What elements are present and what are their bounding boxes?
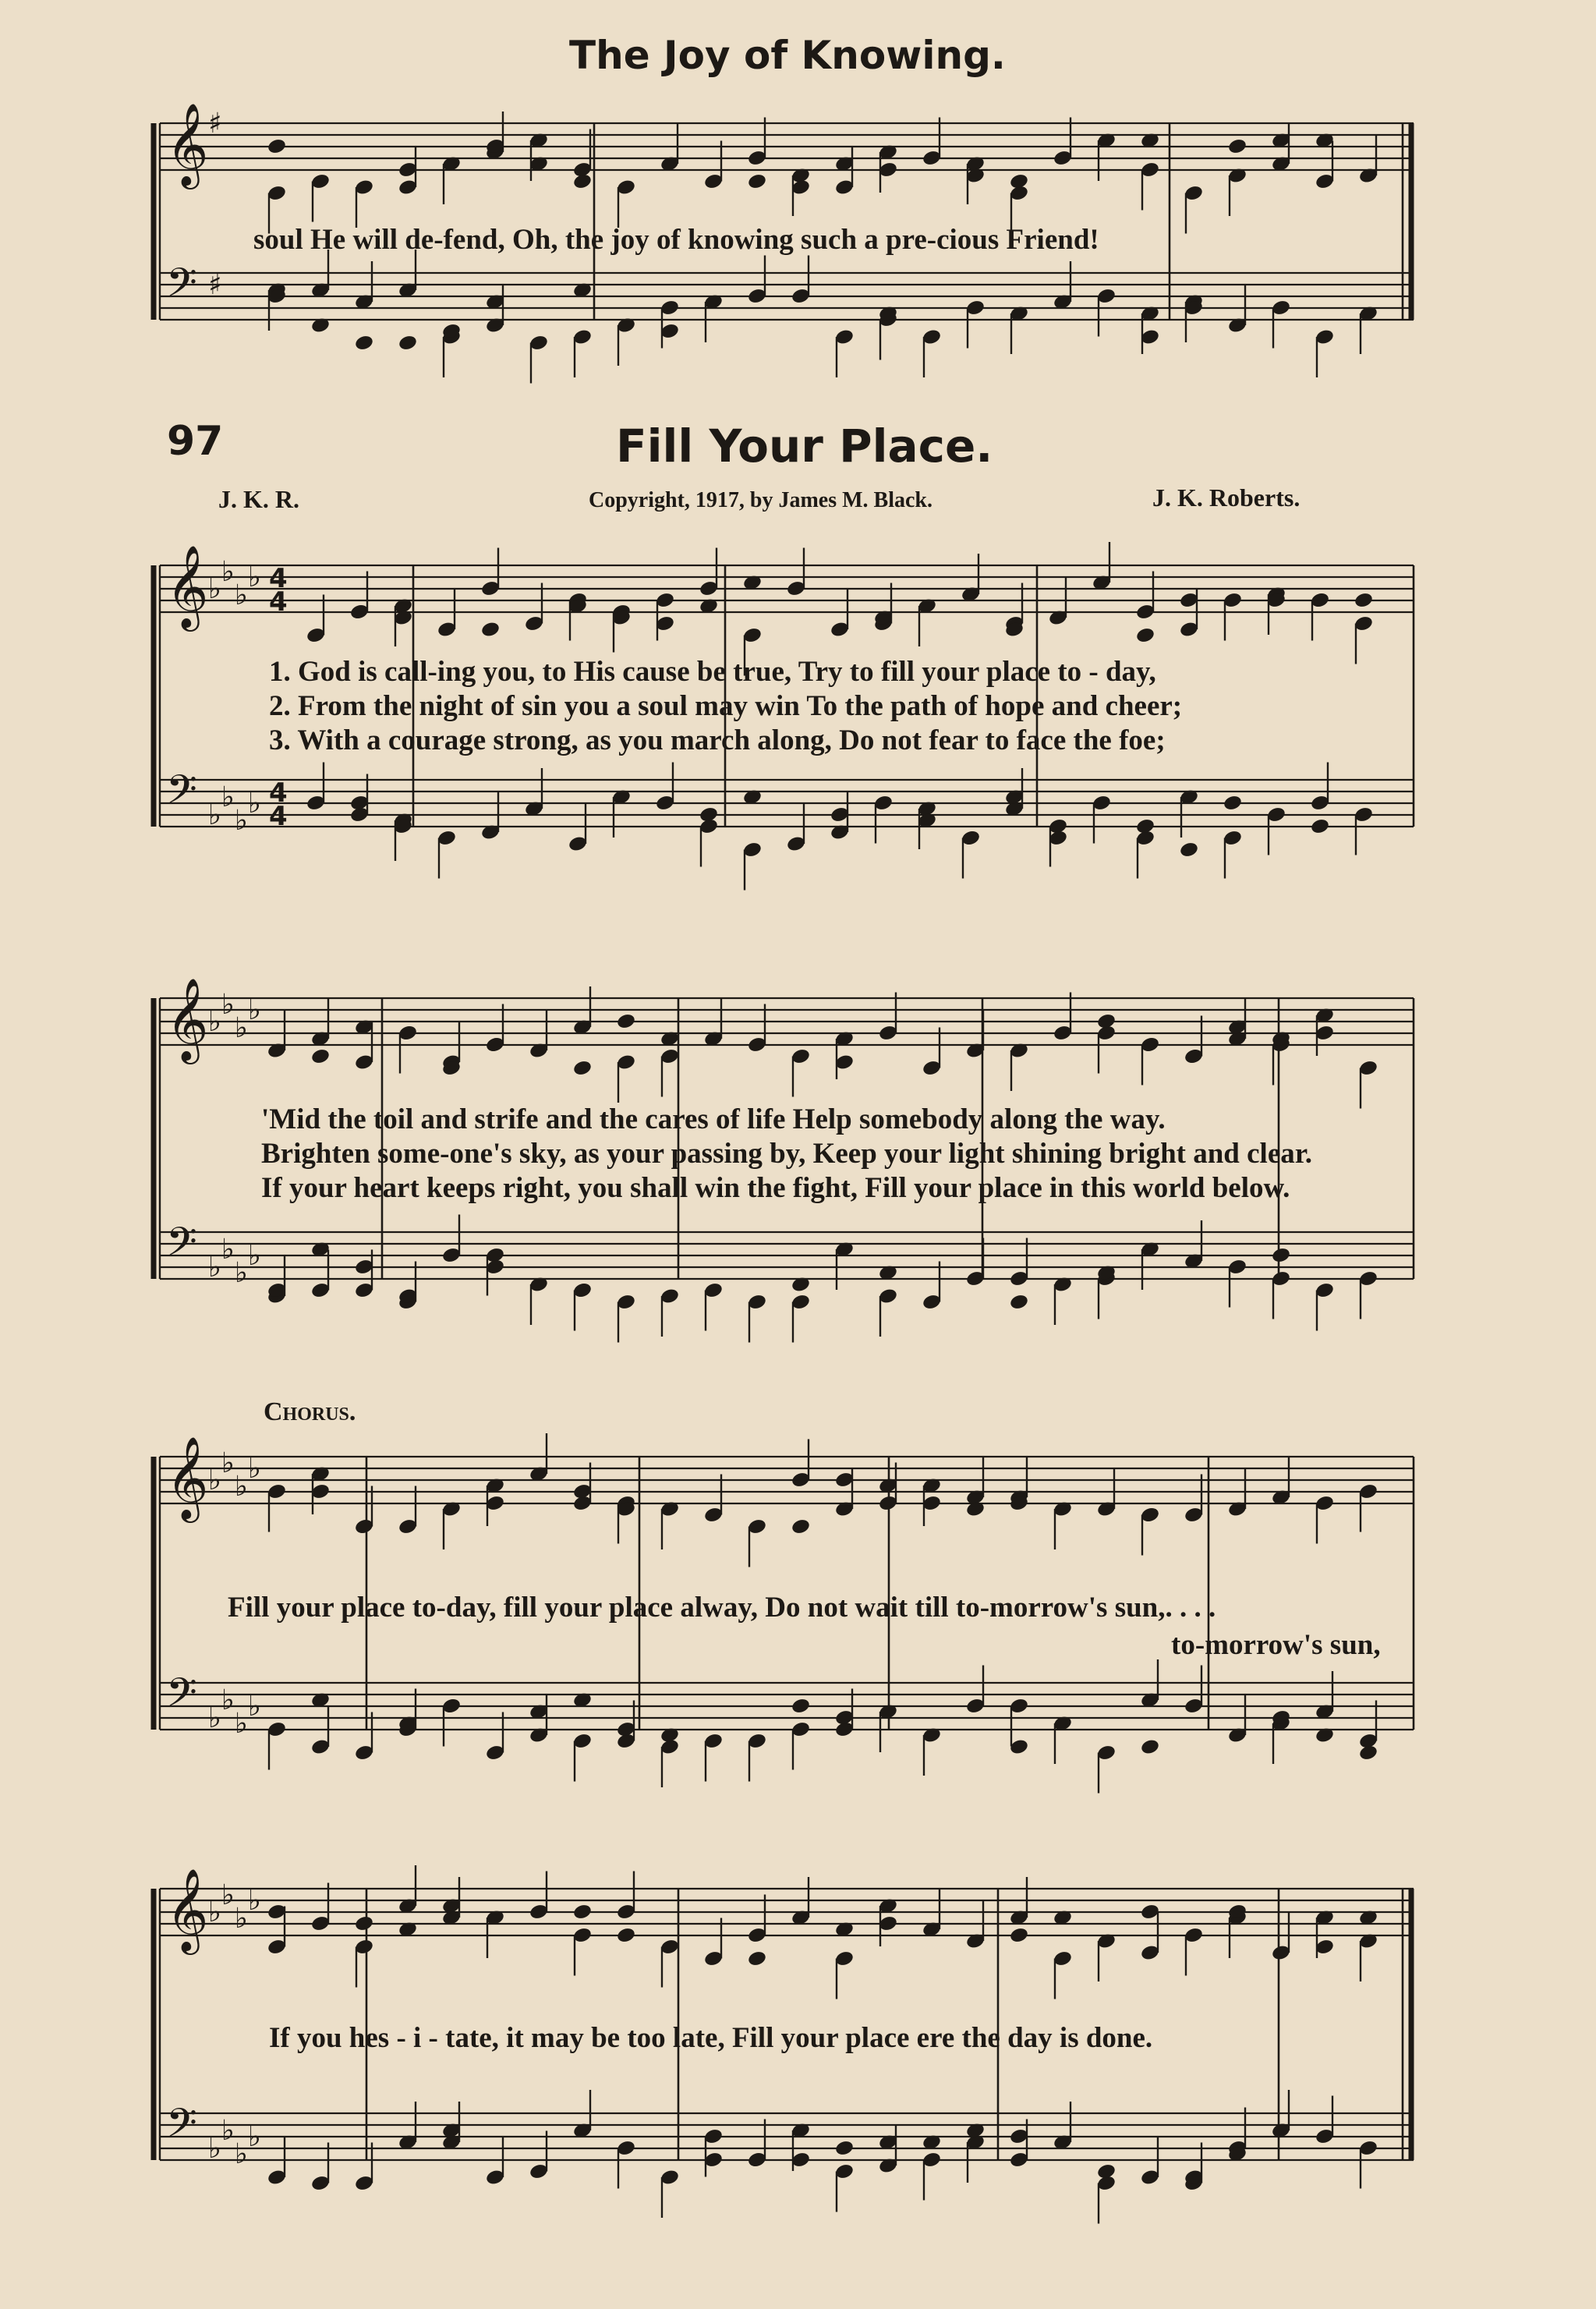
system-2-treble-clef: 𝄞 (166, 977, 209, 1061)
system-1-bass-note (1179, 841, 1199, 859)
system-1-treble-note (1354, 591, 1374, 609)
system-prev-hymn-treble-note (572, 172, 593, 190)
system-4-treble-note (616, 1926, 636, 1944)
system-4-treble-key: ♭ (248, 1885, 261, 1917)
system-prev-hymn-treble-clef: 𝄞 (166, 102, 209, 186)
system-1-bass-note (1135, 817, 1155, 835)
system-4-bass-key: ♭ (208, 2133, 221, 2165)
chorus-line-1: Fill your place to-day, fill your place alway, Do not wait till to-morrow's sun,. . . . (228, 1592, 1216, 1624)
verse-3-line-a: 3. With a courage strong, as you march along, Do not fear to face the foe; (269, 724, 1166, 756)
system-prev-hymn-bass-note (398, 334, 418, 352)
system-1-bass-note (1310, 817, 1330, 835)
system-prev-hymn-treble-note (747, 172, 767, 190)
system-2-treble-key: ♭ (208, 1006, 221, 1038)
system-1-bass-note (1223, 794, 1243, 812)
system-prev-hymn-bass-note (354, 334, 374, 352)
system-4-treble-clef: 𝄞 (166, 1868, 209, 1951)
system-3-bass-key: ♭ (235, 1708, 248, 1740)
system-1-treble-note (480, 621, 501, 639)
system-4-bass-key: ♭ (235, 2138, 248, 2170)
system-1-bass-key: ♭ (221, 781, 235, 813)
system-2-treble-key: ♭ (221, 989, 235, 1021)
system-4-bass-clef: 𝄢 (166, 2099, 197, 2156)
hymn-title: Fill Your Place. (616, 420, 993, 473)
system-3-treble-key: ♭ (248, 1453, 261, 1485)
system-prev-hymn-bass-key: ♯ (208, 269, 222, 301)
time-signature-bottom: 4 (269, 801, 288, 832)
system-4-treble-key: ♭ (221, 1879, 235, 1911)
system-3-bass-key: ♭ (208, 1702, 221, 1734)
verse-1-line-a: 1. God is call-ing you, to His cause be true, Try to fill your place to - day, (269, 656, 1156, 688)
system-prev-hymn-treble-key: ♯ (208, 108, 222, 140)
chorus-line-2: If you hes - i - tate, it may be too late, Fill your place ere the day is done. (269, 2022, 1153, 2054)
verse-3-line-b: If your heart keeps right, you shall win the fight, Fill your place in this world below. (261, 1172, 1290, 1204)
system-4-treble-note (572, 1903, 593, 1921)
system-2-treble-note (572, 1059, 593, 1077)
system-2-bass-note (1009, 1293, 1029, 1311)
system-3-bass-note (1140, 1738, 1160, 1756)
system-1-treble-key: ♭ (248, 561, 261, 593)
system-1-treble-key: ♭ (235, 579, 248, 611)
time-signature-top: 4 (269, 777, 288, 809)
chorus-echo: to-morrow's sun, (1171, 1629, 1381, 1661)
hymn-number: 97 (167, 418, 224, 465)
system-3-bass-note (1358, 1744, 1378, 1762)
system-4-bass-key: ♭ (221, 2115, 235, 2147)
system-1-bass-key: ♭ (248, 788, 261, 820)
system-1-treble-note (1135, 626, 1155, 644)
system-1-treble-clef: 𝄞 (166, 544, 209, 628)
system-3-treble-key: ♭ (221, 1447, 235, 1479)
system-2-bass-key: ♭ (248, 1240, 261, 1272)
system-4-bass-note (1096, 2162, 1116, 2180)
system-4-treble-note (354, 1914, 374, 1932)
chorus-label: Chorus. (264, 1397, 356, 1426)
system-3-treble-note (791, 1517, 811, 1535)
verse-1-line-b: 'Mid the toil and strife and the cares of life Help somebody along the way. (261, 1103, 1166, 1135)
verse-2-line-b: Brighten some-one's sky, as your passing by, Keep your light shining bright and clear. (261, 1138, 1313, 1170)
system-prev-hymn-bass-clef: 𝄢 (166, 259, 197, 316)
time-signature-bottom: 4 (269, 586, 288, 618)
verse-2-line-a: 2. From the night of sin you a soul may win To the path of hope and cheer; (269, 690, 1183, 722)
system-2-bass-key: ♭ (235, 1257, 248, 1289)
system-2-bass-key: ♭ (221, 1234, 235, 1266)
system-4-treble-key: ♭ (235, 1903, 248, 1935)
system-2-treble-key: ♭ (235, 1012, 248, 1044)
system-2-bass-clef: 𝄢 (166, 1218, 197, 1275)
music-credit: J. K. Roberts. (1152, 483, 1301, 512)
copyright-notice: Copyright, 1917, by James M. Black. (589, 488, 932, 512)
system-4-treble-note (1009, 1926, 1029, 1944)
system-4-bass-note (834, 2139, 855, 2157)
words-credit: J. K. R. (218, 485, 299, 513)
system-1-bass-note (699, 806, 719, 823)
system-prev-hymn-treble-note (1009, 172, 1029, 190)
system-2-treble-note (616, 1012, 636, 1030)
system-3-bass-key: ♭ (221, 1684, 235, 1716)
system-2-bass-key: ♭ (208, 1252, 221, 1284)
system-1-bass-key: ♭ (235, 805, 248, 837)
system-3-treble-clef: 𝄞 (166, 1436, 209, 1519)
system-3-treble-key: ♭ (235, 1471, 248, 1503)
system-4-bass-key: ♭ (248, 2121, 261, 2153)
system-4-treble-note (747, 1950, 767, 1967)
system-2-treble-key: ♭ (248, 994, 261, 1026)
prev-hymn-title: The Joy of Knowing. (569, 33, 1006, 78)
system-2-bass-note (1271, 1246, 1291, 1264)
prev-hymn-lyric: soul He will de-fend, Oh, the joy of knowing such a pre-cious Friend! (253, 224, 1099, 256)
system-3-treble-key: ♭ (208, 1464, 221, 1496)
system-1-treble-key: ♭ (208, 573, 221, 605)
system-1-bass-key: ♭ (208, 799, 221, 831)
system-3-bass-clef: 𝄢 (166, 1669, 197, 1726)
system-1-treble-key: ♭ (221, 556, 235, 588)
system-3-bass-key: ♭ (248, 1691, 261, 1723)
system-2-treble-note (1096, 1012, 1116, 1030)
system-4-treble-key: ♭ (208, 1896, 221, 1928)
time-signature-top: 4 (269, 563, 288, 594)
system-1-bass-clef: 𝄢 (166, 766, 197, 823)
system-2-treble-note (310, 1047, 331, 1065)
system-prev-hymn-treble-note (1227, 137, 1247, 155)
system-prev-hymn-treble-note (267, 137, 287, 155)
system-3-bass-note (791, 1697, 811, 1715)
